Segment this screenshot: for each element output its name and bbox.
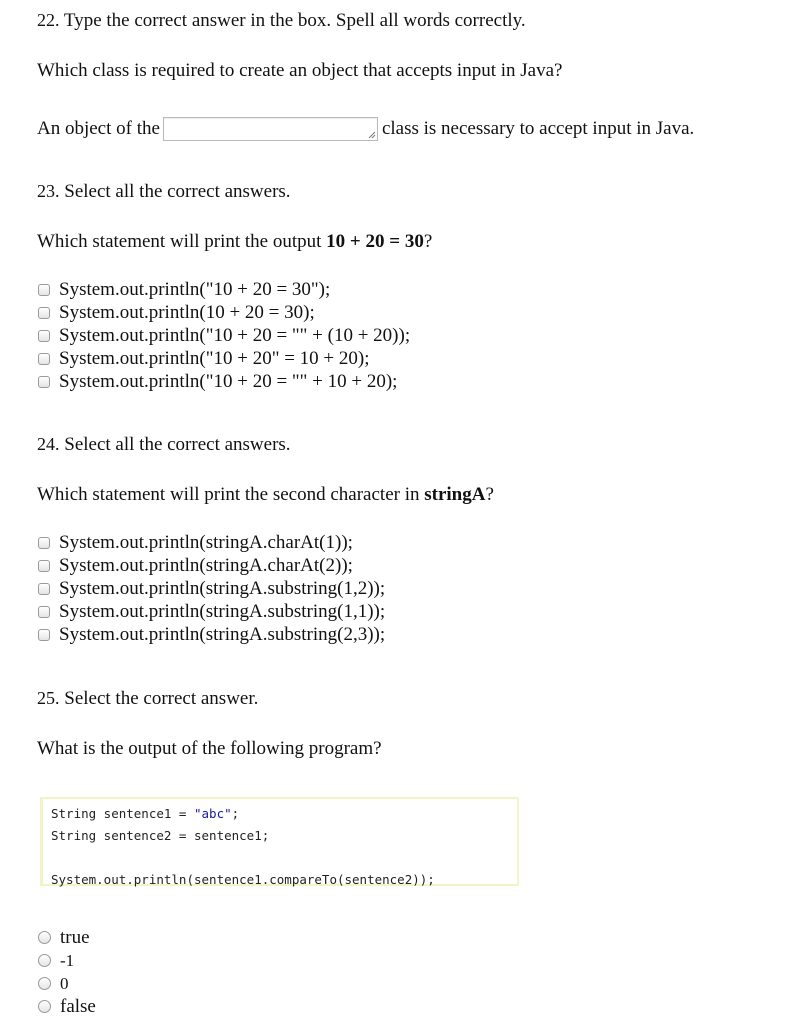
- q22-number: 22.: [37, 10, 60, 30]
- q23-option-1[interactable]: System.out.println("10 + 20 = 30");: [38, 278, 330, 301]
- q24-number: 24.: [37, 434, 60, 454]
- code-line-1: String sentence1 = "abc";: [51, 806, 240, 821]
- q23-question: Which statement will print the output 10 + 20 = 30?: [37, 231, 433, 252]
- checkbox[interactable]: [38, 629, 50, 641]
- checkbox[interactable]: [38, 330, 50, 342]
- q23-option-3[interactable]: System.out.println("10 + 20 = "" + (10 + 20));: [38, 324, 410, 347]
- q24-instruction: Select all the correct answers.: [64, 434, 291, 455]
- q23-option-4[interactable]: System.out.println("10 + 20" = 10 + 20);: [38, 347, 370, 370]
- q25-option-3[interactable]: 0: [38, 972, 69, 995]
- q22-before-box: An object of the: [37, 118, 160, 139]
- q24-option-3[interactable]: System.out.println(stringA.substring(1,2));: [38, 577, 385, 600]
- resize-grip-icon[interactable]: [367, 130, 376, 139]
- q23-instruction: Select all the correct answers.: [64, 181, 291, 202]
- checkbox[interactable]: [38, 353, 50, 365]
- q22-question: Which class is required to create an object that accepts input in Java?: [37, 60, 563, 81]
- checkbox[interactable]: [38, 583, 50, 595]
- q22-after-box: class is necessary to accept input in Java.: [381, 118, 695, 139]
- q24-option-2[interactable]: System.out.println(stringA.charAt(2));: [38, 554, 353, 577]
- q23-option-2[interactable]: System.out.println(10 + 20 = 30);: [38, 301, 315, 324]
- q24-question: Which statement will print the second character in stringA?: [37, 484, 494, 505]
- q23-header: [37, 179, 291, 204]
- code-block: [40, 797, 519, 886]
- q22-answer-input[interactable]: [163, 117, 378, 141]
- q25-number: 25.: [37, 688, 60, 708]
- checkbox[interactable]: [38, 560, 50, 572]
- checkbox[interactable]: [38, 284, 50, 296]
- q25-option-4[interactable]: false: [38, 995, 96, 1018]
- q24-header: [37, 432, 291, 457]
- q24-option-1[interactable]: System.out.println(stringA.charAt(1));: [38, 531, 353, 554]
- q24-option-5[interactable]: System.out.println(stringA.substring(2,3));: [38, 623, 385, 646]
- q23-option-5[interactable]: System.out.println("10 + 20 = "" + 10 + 20);: [38, 370, 397, 393]
- checkbox[interactable]: [38, 537, 50, 549]
- q25-question: What is the output of the following program?: [37, 738, 382, 759]
- q24-option-4[interactable]: System.out.println(stringA.substring(1,1));: [38, 600, 385, 623]
- q25-instruction: Select the correct answer.: [64, 688, 259, 709]
- radio-button[interactable]: [38, 1000, 51, 1013]
- q25-header: [37, 686, 258, 711]
- q23-question-bold: 10 + 20 = 30: [326, 231, 424, 252]
- code-line-2: String sentence2 = sentence1;: [51, 828, 270, 843]
- code-line-4: System.out.println(sentence1.compareTo(sentence2));: [51, 872, 435, 887]
- radio-button[interactable]: [38, 931, 51, 944]
- q22-instruction: Type the correct answer in the box. Spell all words correctly.: [63, 10, 526, 31]
- q23-number: 23.: [37, 181, 60, 201]
- q22-answer-row: [37, 116, 694, 142]
- q25-option-1[interactable]: true: [38, 926, 90, 949]
- checkbox[interactable]: [38, 307, 50, 319]
- code-line-3: [51, 847, 509, 869]
- radio-button[interactable]: [38, 954, 51, 967]
- radio-button[interactable]: [38, 977, 51, 990]
- q24-question-bold: stringA: [424, 484, 486, 505]
- q25-option-2[interactable]: -1: [38, 949, 74, 972]
- checkbox[interactable]: [38, 376, 50, 388]
- checkbox[interactable]: [38, 606, 50, 618]
- q22-header: [37, 8, 526, 33]
